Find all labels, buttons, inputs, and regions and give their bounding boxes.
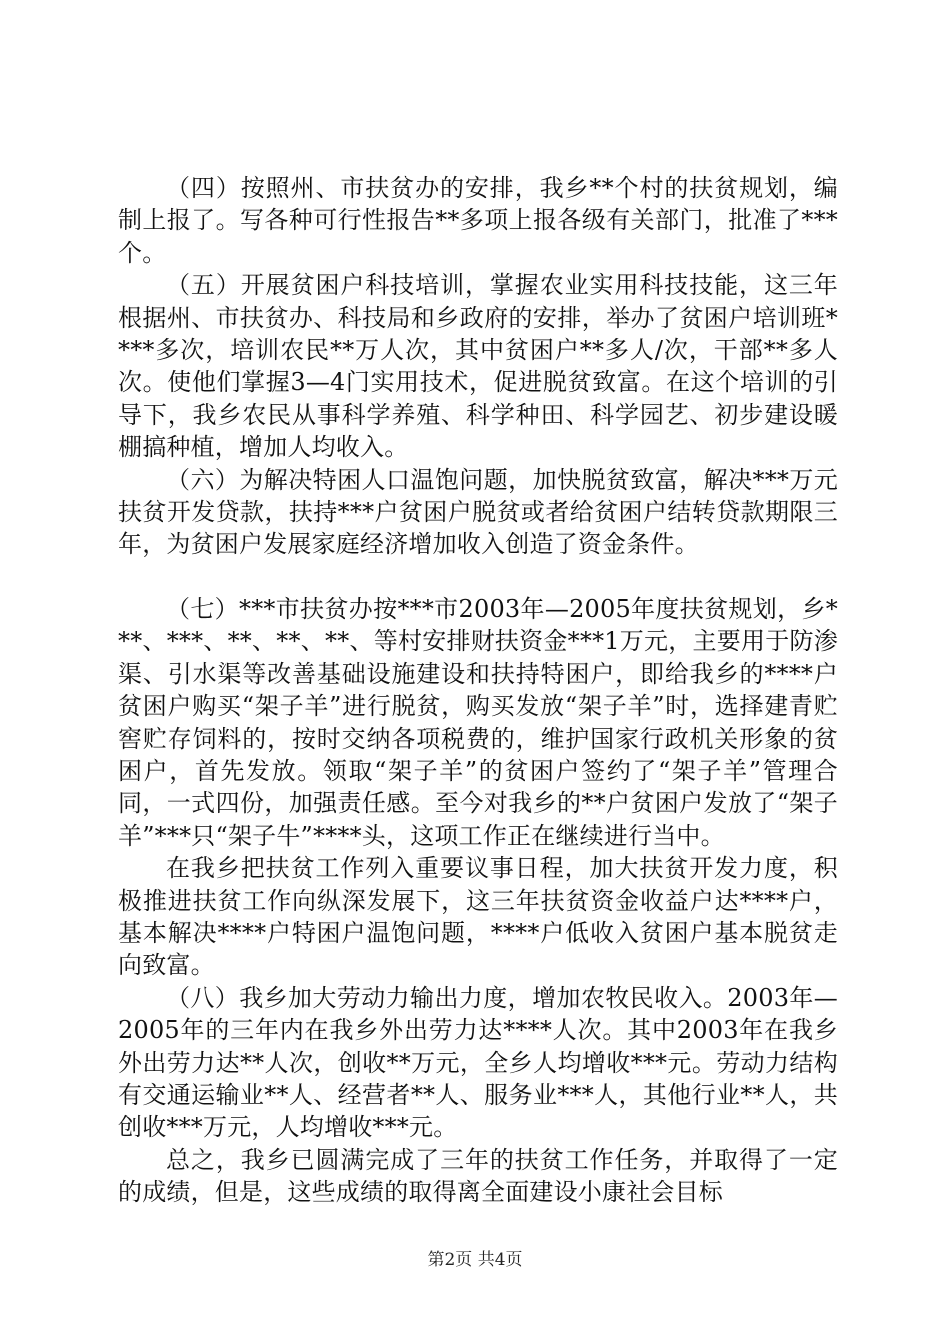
paragraph-8: （八）我乡加大劳动力输出力度，增加农牧民收入。2003年—2005年的三年内在我乡外出劳力达****人次。其中2003年在我乡外出劳力达**人次，创收**万元，全乡人均增收***元。劳动力结构有交通运输业**人、经营者**人、服务业***人，其他行业**人，共创收***万元，人均增收***元。 xyxy=(118,983,838,1142)
paragraph-4: （四）按照州、市扶贫办的安排，我乡**个村的扶贫规划，编制上报了。写各种可行性报告**多项上报各级有关部门，批准了***个。 xyxy=(118,174,838,267)
paragraph-6: （六）为解决特困人口温饱问题，加快脱贫致富，解决***万元扶贫开发贷款，扶持***户贫困户脱贫或者给贫困户结转贷款期限三年，为贫困户发展家庭经济增加收入创造了资金条件。 xyxy=(118,465,838,559)
page-footer: 第2页 共4页 xyxy=(427,1250,523,1270)
document-body xyxy=(118,172,838,1209)
paragraph-gap xyxy=(118,561,838,593)
paragraph-conclusion: 总之，我乡已圆满完成了三年的扶贫工作任务，并取得了一定的成绩，但是，这些成绩的取得离全面建设小康社会目标 xyxy=(118,1145,838,1207)
paragraph-summary-7: 在我乡把扶贫工作列入重要议事日程，加大扶贫开发力度，积极推进扶贫工作向纵深发展下，这三年扶贫资金收益户达****户，基本解决****户特困户温饱问题，****户低收入贫困户基本脱贫走向致富。 xyxy=(118,854,838,980)
paragraph-7: （七）***市扶贫办按***市2003年—2005年度扶贫规划，乡***、***、**、**、**、等村安排财扶资金***1万元，主要用于防渗渠、引水渠等改善基础设施建设和扶持特困户，即给我乡的****户贫困户购买“架子羊”进行脱贫，购买发放“架子羊”时，选择建青贮窖贮存饲料的，按时交纳各项税费的，维护国家行政机关形象的贫困户，首先发放。领取“架子羊”的贫困户签约了“架子羊”管理合同，一式四份，加强责任感。至今对我乡的**户贫困户发放了“架子羊”***只“架子牛”****头，这项工作正在继续进行当中。 xyxy=(118,594,838,850)
paragraph-5: （五）开展贫困户科技培训，掌握农业实用科技技能，这三年根据州、市扶贫办、科技局和乡政府的安排，举办了贫困户培训班****多次，培训农民**万人次，其中贫困户**多人/次，干部**多人次。使他们掌握3—4门实用技术，促进脱贫致富。在这个培训的引导下，我乡农民从事科学养殖、科学种田、科学园艺、初步建设暖棚搞种植，增加人均收入。 xyxy=(118,271,838,462)
